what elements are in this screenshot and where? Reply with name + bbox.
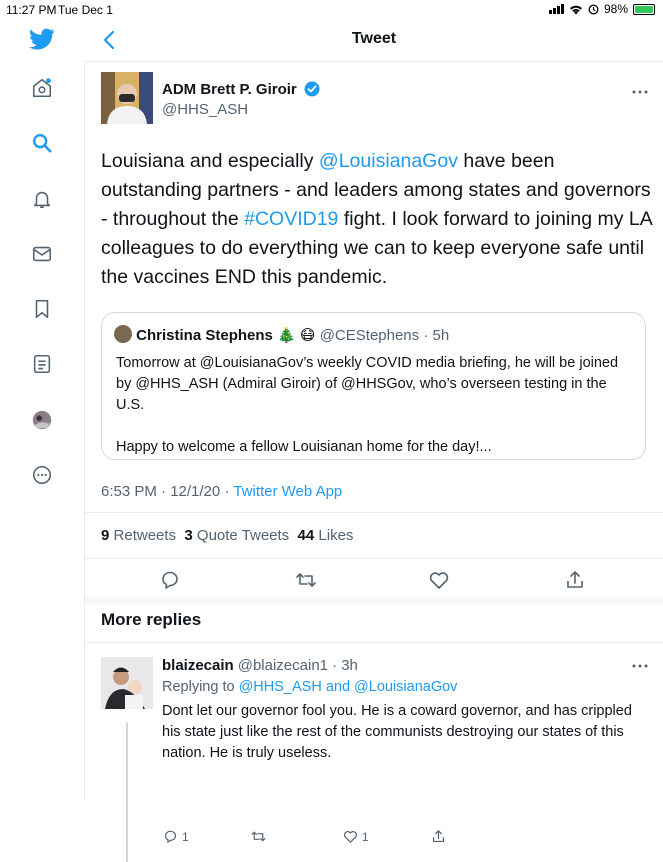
quote-text [116,353,636,458]
tweet-meta [101,483,342,500]
reply-count: 1 [182,829,189,844]
tweet-text-part: fight. I look forward to joining my LA colleagues to do everything we can to keep everyone safe until the vaccines END this pandemic. [101,208,652,288]
share-icon [430,828,447,845]
author-avatar[interactable] [101,72,153,124]
retweet-icon[interactable] [294,568,318,592]
author-name[interactable]: ADM Brett P. Giroir [162,81,297,98]
author-photo [101,72,153,124]
replying-to-link[interactable]: @LouisianaGov [354,679,458,695]
quote-text-line: Happy to welcome a fellow Louisianan home for the day!... [116,439,492,455]
author-line [162,81,320,99]
reply-icon [162,828,179,845]
cellular-signal-icon [549,4,564,14]
reply-more-options-icon[interactable] [630,662,650,670]
reply-author-avatar[interactable] [101,657,153,709]
page-header [85,18,663,62]
wifi-icon [569,4,583,15]
reply-author-line [162,657,358,674]
tweet-text-part: Louisiana and especially [101,150,319,172]
tweet-actions [85,562,663,598]
reply-share-button[interactable] [430,828,447,845]
author-handle[interactable]: @HHS_ASH [162,101,249,118]
quoted-tweet[interactable] [101,312,646,460]
sidebar-nav [0,18,84,800]
sidebar-item-profile[interactable] [24,402,60,438]
sidebar-item-more[interactable] [24,457,60,493]
replying-to: Replying to @HHS_ASH and @LouisianaGov [162,679,458,695]
reply-author-handle[interactable]: @blaizecain1 [237,657,329,674]
hashtag-link[interactable]: #COVID19 [244,208,339,230]
tweet-stats [101,527,353,544]
sidebar-item-bookmarks[interactable] [24,291,60,327]
section-separator [85,597,663,605]
reply-author-photo [101,657,153,709]
bell-icon [31,188,53,210]
tweet-timestamp: 6:53 PM · 12/1/20 · [101,483,234,500]
quote-header [114,325,449,344]
battery-icon [633,4,655,15]
mention-link[interactable]: @LouisianaGov [318,150,458,172]
reply-time: · 3h [332,657,358,674]
tweet-source-link[interactable]: Twitter Web App [233,483,343,500]
mail-icon [31,243,53,265]
reply-like-button[interactable] [342,828,369,845]
more-options-icon[interactable] [630,88,650,96]
sidebar-item-explore[interactable] [24,125,60,161]
divider [85,642,663,643]
reply-icon[interactable] [158,568,182,592]
replying-to-link[interactable]: @HHS_ASH [238,679,322,695]
tweet-text [101,147,653,292]
sidebar-item-notifications[interactable] [24,181,60,217]
status-indicators [549,2,655,16]
battery-percent: 98% [603,2,628,16]
search-icon [31,132,53,154]
divider [85,512,663,513]
bookmark-icon [31,298,53,320]
like-icon[interactable] [427,568,451,592]
profile-avatar [31,409,53,431]
sidebar-item-messages[interactable] [24,236,60,272]
like-icon [342,828,359,845]
twitter-bird-icon [29,26,55,52]
quote-text-line: Tomorrow at @LouisianaGov’s weekly COVID media briefing, he will be joined by @HHS_ASH (Admiral Giroir) of @HHSGov, who’s overseen testing in the U.S. [116,355,619,413]
reply-reply-button[interactable] [162,828,189,845]
thread-line [126,722,128,862]
quote-author-name: Christina Stephens [136,327,273,344]
retweet-icon [250,828,267,845]
sidebar-item-home[interactable] [24,70,60,106]
reply-retweet-button[interactable] [250,828,267,845]
more-icon [31,464,53,486]
quote-time: · 5h [423,327,450,344]
verified-badge-icon [304,81,320,97]
more-replies-heading: More replies [101,610,202,629]
reply-text: Dont let our governor fool you. He is a coward governor, and has crippled his state just like the rest of the communists destroying our states of this nation. He is truly useless. [162,703,632,761]
twitter-logo[interactable] [24,21,60,57]
list-icon [31,353,53,375]
divider [85,558,663,559]
status-date: Tue Dec 1 [58,3,113,17]
status-bar [0,0,663,18]
share-icon[interactable] [563,568,587,592]
home-icon [31,77,53,99]
like-count: 1 [362,829,369,844]
quote-author-emoji: 🎄 😷 [277,327,316,344]
quote-tweets-stat[interactable]: 3 Quote Tweets [184,527,290,544]
alarm-icon [588,4,599,15]
sidebar-item-lists[interactable] [24,346,60,382]
quote-author-avatar [114,325,132,343]
likes-stat[interactable]: 44 Likes [297,527,354,544]
status-time: 11:27 PM [6,3,57,17]
page-title: Tweet [351,30,397,47]
reply-author-name[interactable]: blaizecain [162,657,234,674]
reply-actions [162,828,652,850]
retweets-stat[interactable]: 9 Retweets [101,527,177,544]
reply-tweet[interactable] [85,652,663,862]
quote-author-handle: @CEStephens [319,327,420,344]
tweet-text-part: have been outstanding partners - and leaders among states and governors - throughout the [101,150,651,230]
